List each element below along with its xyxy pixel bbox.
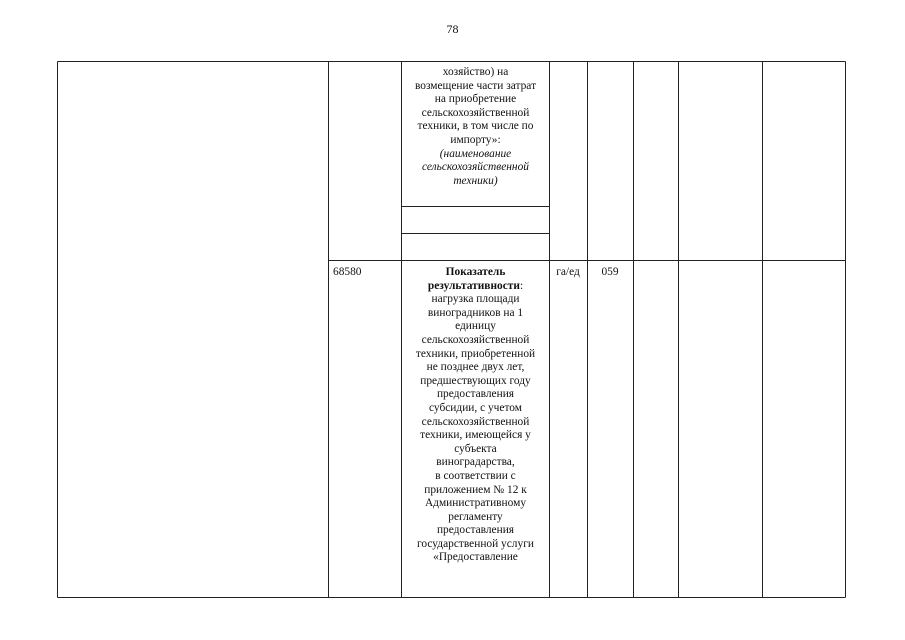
indicator-line: единицу [455, 320, 496, 333]
indicator-line: виноградников на 1 [427, 306, 524, 319]
intro-line: возмещение части затрат [414, 79, 537, 92]
intro-line: сельскохозяйственной [421, 106, 530, 119]
intro-line: импорту»: [450, 133, 501, 146]
intro-italic-line: техники) [453, 174, 498, 187]
intro-italic-line: сельскохозяйственной [422, 161, 529, 174]
indicator-line: нагрузка площади [431, 293, 520, 306]
indicator-line: субъекта [454, 442, 497, 455]
indicator-line: Административному [424, 497, 527, 510]
indicator-line: «Предоставление [433, 551, 518, 564]
indicator-line: сельскохозяйственной [421, 333, 530, 346]
intro-line: на приобретение [434, 93, 517, 106]
indicator-title: результативности [427, 279, 520, 292]
indicator-line: виноградарства, [436, 456, 515, 469]
intro-line: хозяйство) на [442, 66, 509, 78]
indicator-line: не позднее двух лет, [426, 361, 525, 374]
indicator-line: техники, имеющейся у [420, 429, 531, 442]
intro-line: техники, в том числе по [417, 120, 534, 133]
indicator-line: предоставления [436, 524, 515, 537]
intro-italic-line: (наименование [439, 147, 512, 160]
indicator-description-cell [403, 266, 548, 565]
subsidy-description-cell [403, 66, 548, 188]
indicator-line: предоставления [436, 388, 515, 401]
page-number: 78 [446, 22, 459, 36]
indicator-line: субсидии, с учетом [429, 401, 522, 414]
indicator-line: приложением № 12 к [424, 483, 527, 496]
line-code: 059 [601, 266, 619, 278]
indicator-line: техники, приобретенной [415, 347, 536, 360]
indicator-line: регламенту [448, 510, 503, 523]
row-code: 68580 [333, 266, 362, 278]
indicator-line: государственной услуги [417, 537, 534, 550]
indicator-line: сельскохозяйственной [421, 415, 530, 428]
indicator-line: в соответствии с [435, 469, 516, 482]
indicator-line: предшествующих году [420, 374, 531, 387]
indicator-title-colon: : [519, 279, 524, 292]
indicator-title: Показатель [445, 266, 506, 278]
unit-of-measure: га/ед [556, 266, 580, 278]
